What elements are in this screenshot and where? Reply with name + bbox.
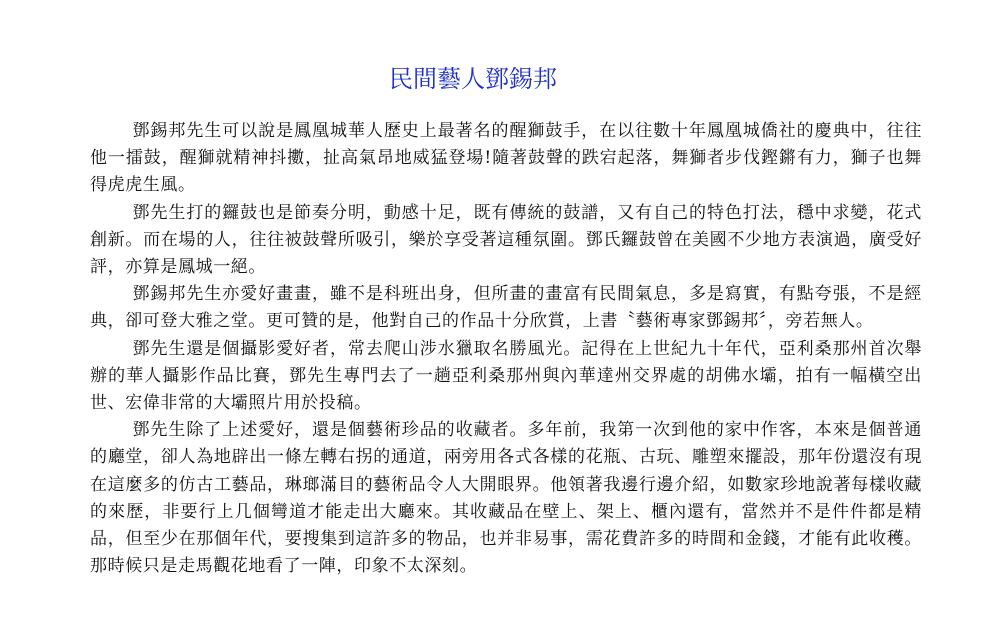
paragraph-collection: 鄧先生除了上述愛好，還是個藝術珍品的收藏者。多年前，我第一次到他的家中作客，本來是個普通的廳堂，卻人為地辟出一條左轉右拐的通道，兩旁用各式各樣的花瓶、古玩、雕塑來擺設，那年份還沒有現在這麼多的仿古工藝品，琳瑯滿目的藝術品令人大開眼界。他領著我邊行邊介紹，如數家珍地說著每樣收藏的來歷，非要行上几個彎道才能走出大廳來。其收藏品在壁上、架上、櫃內還有，當然并不是件件都是精品，但至少在那個年代，要搜集到這許多的物品，也并非易事，需花費許多的時間和金錢，才能有此收穫。那時候只是走馬觀花地看了一陣，印象不太深刻。 (90, 420, 922, 577)
paragraph-drumming: 鄧錫邦先生可以說是鳳凰城華人歷史上最著名的醒獅鼓手，在以往數十年鳳凰城僑社的慶典中，往往他一擂鼓，醒獅就精神抖擻，扯高氣昂地威猛登場!隨著鼓聲的跌宕起落，舞獅者步伐鏗鏘有力，獅子也舞得虎虎生風。 (90, 121, 922, 196)
paragraph-painting: 鄧錫邦先生亦愛好畫畫，雖不是科班出身，但所畫的畫富有民間氣息，多是寫實，有點夸張，不是經典，卻可登大雅之堂。更可贊的是，他對自己的作品十分欣賞，上書〝藝術專家鄧錫邦〞，旁若無人。 (90, 284, 922, 332)
paragraph-photography: 鄧先生還是個攝影愛好者，常去爬山涉水獵取名勝風光。記得在上世紀九十年代，亞利桑那州首次舉辦的華人攝影作品比賽，鄧先生專門去了一趟亞利桑那州與內華達州交界處的胡佛水壩，拍有一幅橫空出世、宏偉非常的大壩照片用於投稿。 (90, 338, 922, 414)
article-body (90, 118, 922, 580)
document-title: 民間藝人鄧錫邦 (389, 65, 557, 93)
paragraph-gong-drum: 鄧先生打的鑼鼓也是節奏分明，動感十足，既有傳統的鼓譜，又有自己的特色打法，穩中求變，花式創新。而在場的人，往往被鼓聲所吸引，樂於享受著這種氛圍。鄧氏鑼鼓曾在美國不少地方表演過，廣受好評，亦算是鳳城一絕。 (90, 202, 922, 278)
